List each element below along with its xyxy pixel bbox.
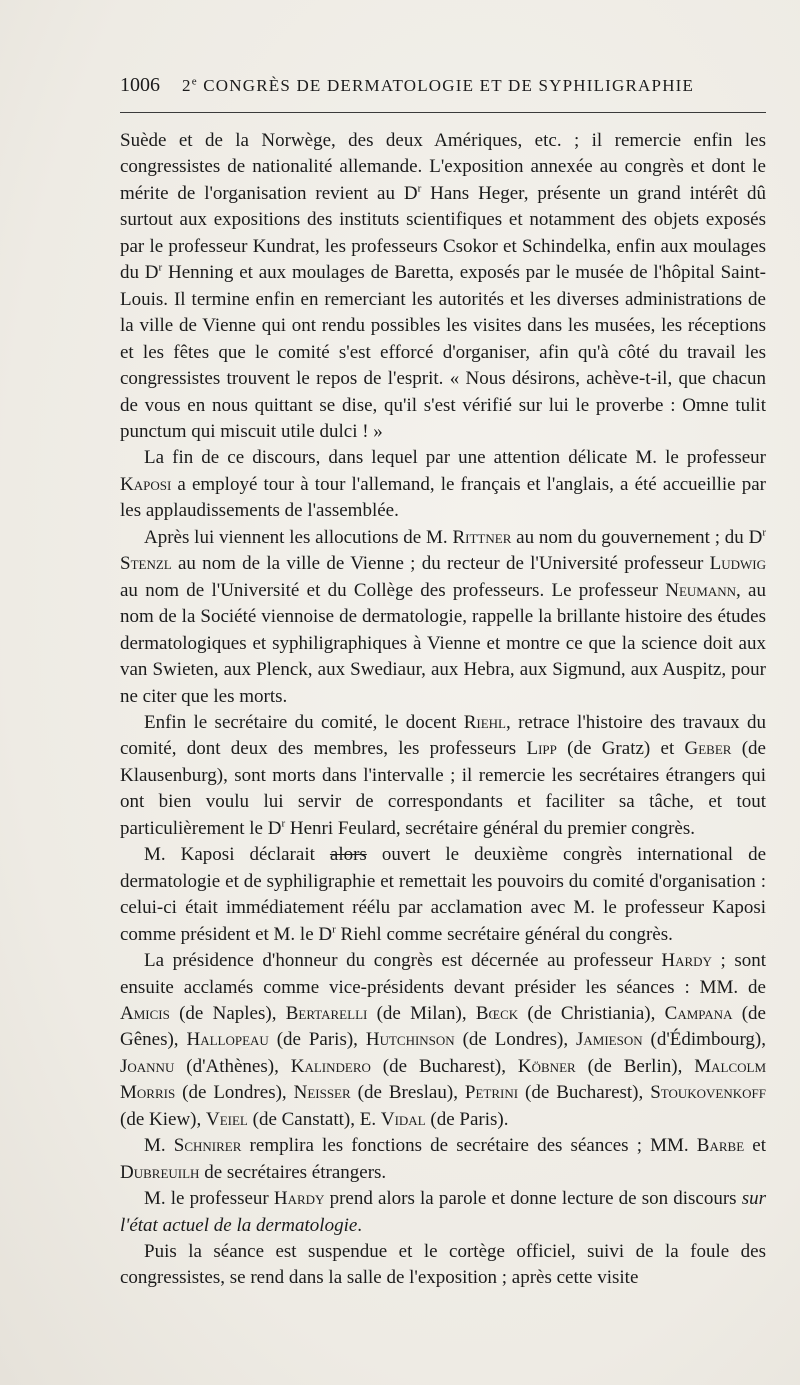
text-run: La fin de ce discours, dans lequel par une attention délicate M. le professeur — [144, 447, 766, 469]
text-run: Henri Feulard, secrétaire général du premier congrès. — [285, 817, 696, 839]
text-run: remplira les fonctions de secrétaire des séances ; MM. — [241, 1135, 697, 1157]
text-run: ouvert le deuxième congrès international de dermatologie et de syphiligraphie et remettait les pouvoirs du comité d'organisation : celui-ci était immédiatement réélu par acclamation avec M. le professeur Kaposi comme président et M. le D — [120, 844, 766, 945]
text-run: Puis la séance est suspendue et le cortège officiel, suivi de la foule des congressistes, se rend dans la salle de l'exposition ; après cette visite — [120, 1241, 766, 1289]
text-run: Neumann — [665, 579, 737, 601]
text-run: (de Londres), — [175, 1082, 294, 1104]
text-run: Amicis — [120, 1002, 170, 1024]
text-run: r — [762, 526, 766, 539]
text-run: . — [357, 1214, 363, 1236]
text-run: Kaposi — [120, 473, 172, 495]
text-run: Campana — [664, 1002, 733, 1024]
text-run: (de Gratz) et — [556, 738, 685, 760]
text-run: Malcolm Morris — [120, 1055, 767, 1104]
text-run: (d'Athènes), — [174, 1055, 291, 1077]
text-run: Veiel — [206, 1108, 248, 1130]
text-run: Schnirer — [173, 1135, 242, 1157]
text-run: Stoukovenkoff — [650, 1082, 766, 1104]
text-run: alors — [329, 844, 367, 866]
text-run: Hallopeau — [186, 1029, 269, 1051]
text-run: (de Paris). — [425, 1108, 509, 1130]
text-run: au nom de la ville de Vienne ; du recteur de l'Université professeur — [171, 553, 710, 575]
text-run: et — [744, 1135, 766, 1157]
text-run: Hans Heger, présente un grand intérêt dû surtout aux expositions des instituts scientifiques et notamment des objets exposés par le professeur Kundrat, les professeurs Csokor et Schindelka, enfin aux moulages du D — [120, 182, 766, 284]
text-run: r — [417, 182, 422, 195]
paragraph-9 — [120, 1239, 766, 1292]
text-run: (de Gênes), — [120, 1002, 766, 1051]
text-run: Kalindero — [290, 1055, 371, 1077]
paragraph-1 — [120, 128, 766, 445]
text-run: Köbner — [517, 1055, 576, 1077]
text-run: Hutchinson — [365, 1029, 455, 1051]
page-header — [120, 74, 766, 104]
text-run: (de Christiania), — [518, 1002, 665, 1024]
text-run: Neisser — [293, 1082, 351, 1104]
text-run: a employé tour à tour l'allemand, le français et l'anglais, a été accueillie par les applaudissements de l'assemblée. — [120, 473, 766, 522]
paragraph-7 — [120, 1133, 766, 1186]
text-run: Vidal — [380, 1108, 426, 1130]
text-run: M. Kaposi déclarait — [144, 844, 330, 866]
text-run: Ludwig — [709, 553, 766, 575]
text-run: Après lui viennent les allocutions de M. — [144, 526, 453, 548]
text-run: au nom du gouvernement ; du D — [511, 526, 763, 548]
text-run: r — [158, 261, 163, 274]
text-run: au nom de l'Université et du Collège des professeurs. Le professeur — [120, 579, 666, 601]
text-run: (de Canstatt), E. — [247, 1108, 381, 1130]
text-run: , au nom de la Société viennoise de dermatologie, rappelle la brillante histoire des études dermatologiques et syphiligraphiques à Vienne et montre ce que la science doit aux van Swieten, aux Plenck, aux Swediaur, aux Hebra, aux Sigmund, aux Auspitz, pour ne citer que les morts. — [120, 579, 766, 707]
text-run: ; sont ensuite acclamés comme vice-présidents devant présider les séances : MM. de — [120, 950, 766, 998]
text-run: (de Bucharest), — [370, 1055, 518, 1077]
text-run: M. le professeur — [144, 1188, 274, 1210]
paragraph-3 — [120, 525, 766, 710]
text-run: de secrétaires étrangers. — [199, 1161, 387, 1183]
text-run: (de Klausenburg), sont morts dans l'intervalle ; il remercie les secrétaires étrangers qui ont bien voulu lui servir de correspondants et faciliter sa tâche, et tout particulièrement le D — [120, 738, 766, 839]
text-run: r — [281, 817, 286, 830]
text-run: Joannu — [120, 1055, 175, 1077]
paragraph-5 — [120, 842, 766, 948]
text-run: (d'Édimbourg), — [642, 1029, 767, 1051]
text-run: Hardy — [661, 950, 712, 972]
text-run: Stenzl — [120, 553, 172, 575]
text-run: prend alors la parole et donne lecture de son discours — [324, 1188, 742, 1210]
text-run: Henning et aux moulages de Baretta, exposés par le musée de l'hôpital Saint-Louis. Il termine enfin en remerciant les autorités et les diverses administrations de la ville de Vienne qui ont rendu possibles les visites dans les musées, les réceptions et les fêtes que le comité s'est efforcé d'organiser, afin qu'à côté du travail les congressistes trouvent le repos de l'esprit. « Nous désirons, achève-t-il, que chacun de vous en nous quittant se dise, qu'il s'est vérifié sur lui le proverbe : Omne tulit punctum qui miscuit utile dulci ! » — [120, 262, 766, 442]
text-run: (de Kiew), — [120, 1108, 206, 1130]
text-run: Bœck — [475, 1002, 519, 1024]
text-run: , retrace l'histoire des travaux du comité, dont deux des membres, les professeurs — [120, 711, 766, 760]
text-run: (de Bucharest), — [518, 1082, 651, 1104]
text-run: sur l'état actuel de la dermatologie — [120, 1188, 766, 1236]
text-run: (de Naples), — [169, 1002, 286, 1024]
text-run: La présidence d'honneur du congrès est décernée au professeur — [144, 950, 662, 972]
text-run: Rittner — [452, 526, 512, 548]
text-run: Dubreuilh — [120, 1161, 200, 1183]
text-run: M. — [144, 1135, 174, 1157]
header-rule — [120, 112, 766, 113]
text-run: (de Paris), — [268, 1029, 366, 1051]
text-run: r — [332, 923, 336, 936]
text-run: (de Breslau), — [350, 1082, 465, 1104]
text-run: Riehl — [463, 711, 506, 733]
paragraph-6 — [120, 948, 766, 1133]
text-run: Riehl comme secrétaire général du congrès. — [335, 923, 673, 945]
text-run: Petrini — [464, 1082, 519, 1104]
text-run: Enfin le secrétaire du comité, le docent — [144, 711, 464, 733]
paragraph-2 — [120, 445, 766, 524]
text-run: Barbe — [696, 1135, 745, 1157]
paragraph-4 — [120, 710, 766, 842]
text-run: (de Londres), — [454, 1029, 576, 1051]
page-number: 1006 — [120, 74, 160, 96]
text-run: Suède et de la Norwège, des deux Amériques, etc. ; il remercie enfin les congressistes de nationalité allemande. L'exposition annexée au congrès et dont le mérite de l'organisation revient au D — [120, 130, 766, 204]
text-run: (de Milan), — [367, 1002, 476, 1024]
running-title: 2e CONGRÈS DE DERMATOLOGIE ET DE SYPHILIGRAPHIE — [182, 75, 695, 95]
text-run: Lipp — [526, 738, 557, 760]
text-run: Geber — [684, 738, 732, 760]
text-run: Hardy — [273, 1188, 325, 1210]
body-text — [120, 128, 766, 1292]
text-run: Bertarelli — [285, 1002, 368, 1024]
paragraph-8 — [120, 1186, 766, 1239]
text-run: (de Berlin), — [575, 1055, 695, 1077]
text-run: Jamieson — [576, 1029, 643, 1051]
